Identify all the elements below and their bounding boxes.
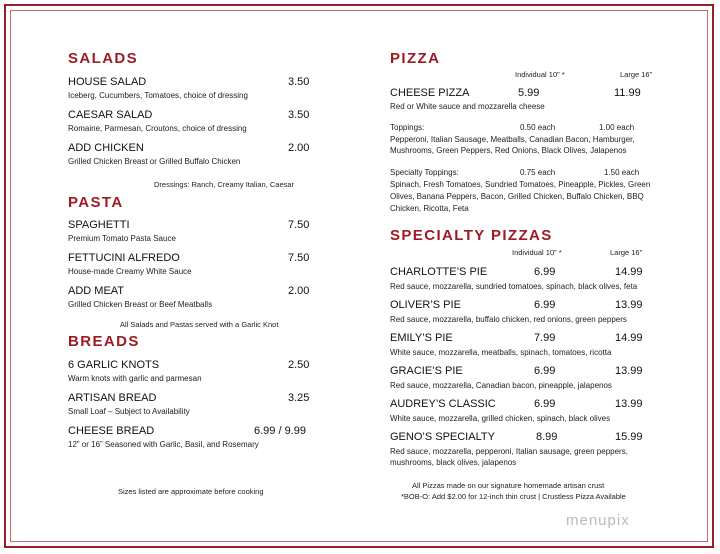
- garlic-knot-note: All Salads and Pastas served with a Garlic Knot: [120, 320, 279, 329]
- specialty-pizza-price-large: 15.99: [615, 431, 643, 443]
- toppings-label: Toppings:: [390, 123, 425, 132]
- pasta-item-desc: House-made Creamy White Sauce: [68, 267, 192, 276]
- pasta-heading: PASTA: [68, 194, 124, 211]
- specialty-pizza-desc: Red sauce, mozzarella, pepperoni, Italian sausage, green peppers,: [390, 447, 628, 456]
- pasta-item-name: FETTUCINI ALFREDO: [68, 252, 180, 264]
- specialty-pizza-name: CHARLOTTE’S PIE: [390, 266, 488, 278]
- bread-item-name: 6 GARLIC KNOTS: [68, 359, 160, 371]
- crust-note: All Pizzas made on our signature homemade artisan crust: [412, 481, 605, 490]
- specialty-size-individual: Individual 10” *: [512, 248, 562, 257]
- pasta-item-price: 2.00: [288, 285, 310, 297]
- specialty-toppings-price-individual: 0.75 each: [520, 168, 556, 177]
- toppings-price-large: 1.00 each: [599, 123, 635, 132]
- specialty-pizza-price-large: 13.99: [615, 299, 643, 311]
- specialty-pizza-price-individual: 7.99: [534, 332, 556, 344]
- salad-item-name: HOUSE SALAD: [68, 76, 147, 88]
- pasta-item-price: 7.50: [288, 219, 310, 231]
- breads-heading: BREADS: [68, 333, 140, 350]
- cheese-pizza-name: CHEESE PIZZA: [390, 87, 470, 99]
- specialty-pizza-desc: Red sauce, mozzarella, buffalo chicken, red onions, green peppers: [390, 315, 627, 324]
- specialty-pizza-price-large: 13.99: [615, 365, 643, 377]
- salad-item-price: 2.00: [288, 142, 310, 154]
- bread-item-price: 2.50: [288, 359, 310, 371]
- specialty-pizza-price-large: 13.99: [615, 398, 643, 410]
- specialty-size-large: Large 16”: [610, 248, 643, 257]
- bob-o-note: *BOB-O: Add $2.00 for 12-inch thin crust | Crustless Pizza Available: [401, 492, 626, 501]
- specialty-pizza-name: GENO’S SPECIALTY: [390, 431, 495, 443]
- pizza-heading: PIZZA: [390, 50, 441, 67]
- cheese-pizza-desc: Red or White sauce and mozzarella cheese: [390, 102, 545, 111]
- specialty-pizza-price-individual: 6.99: [534, 266, 556, 278]
- menupix-watermark: menupix: [566, 512, 630, 529]
- specialty-pizzas-heading: SPECIALTY PIZZAS: [390, 227, 553, 244]
- bread-item-desc: Warm knots with garlic and parmesan: [68, 374, 202, 383]
- salad-item-price: 3.50: [288, 76, 310, 88]
- salad-item-name: ADD CHICKEN: [68, 142, 144, 154]
- toppings-price-individual: 0.50 each: [520, 123, 556, 132]
- specialty-toppings-list-line: Chicken, Ricotta, Feta: [390, 204, 469, 213]
- pasta-item-price: 7.50: [288, 252, 310, 264]
- specialty-pizza-name: EMILY’S PIE: [390, 332, 453, 344]
- pasta-item-desc: Premium Tomato Pasta Sauce: [68, 234, 176, 243]
- specialty-pizza-price-individual: 6.99: [534, 398, 556, 410]
- specialty-toppings-price-large: 1.50 each: [604, 168, 640, 177]
- salad-item-desc: Grilled Chicken Breast or Grilled Buffalo Chicken: [68, 157, 241, 166]
- specialty-pizza-price-individual: 6.99: [534, 299, 556, 311]
- specialty-pizza-desc: Red sauce, mozzarella, sundried tomatoes, spinach, black olives, feta: [390, 282, 638, 291]
- cheese-pizza-price-individual: 5.99: [518, 87, 540, 99]
- specialty-pizza-desc: White sauce, mozzarella, grilled chicken, spinach, black olives: [390, 414, 611, 423]
- pizza-size-large: Large 16”: [620, 70, 653, 79]
- salad-item-price: 3.50: [288, 109, 310, 121]
- salad-item-desc: Iceberg, Cucumbers, Tomatoes, choice of dressing: [68, 91, 248, 100]
- specialty-pizza-desc: Red sauce, mozzarella, Canadian bacon, pineapple, jalapenos: [390, 381, 612, 390]
- pasta-item-name: SPAGHETTI: [68, 219, 130, 231]
- specialty-pizza-price-individual: 8.99: [536, 431, 558, 443]
- specialty-pizza-price-individual: 6.99: [534, 365, 556, 377]
- sizes-note: Sizes listed are approximate before cooking: [118, 487, 264, 496]
- pasta-item-desc: Grilled Chicken Breast or Beef Meatballs: [68, 300, 213, 309]
- pizza-size-individual: Individual 10” *: [515, 70, 565, 79]
- specialty-toppings-label: Specialty Toppings:: [390, 168, 459, 177]
- salad-item-desc: Romaine, Parmesan, Croutons, choice of dressing: [68, 124, 247, 133]
- bread-item-desc: 12” or 16” Seasoned with Garlic, Basil, and Rosemary: [68, 440, 259, 449]
- specialty-pizza-name: GRACIE’S PIE: [390, 365, 463, 377]
- salad-item-name: CAESAR SALAD: [68, 109, 153, 121]
- bread-item-name: CHEESE BREAD: [68, 425, 155, 437]
- specialty-pizza-name: AUDREY’S CLASSIC: [390, 398, 496, 410]
- toppings-list-line: Pepperoni, Italian Sausage, Meatballs, Canadian Bacon, Hamburger,: [390, 135, 635, 144]
- specialty-toppings-list-line: Spinach, Fresh Tomatoes, Sundried Tomatoes, Pineapple, Pickles, Green: [390, 180, 651, 189]
- specialty-pizza-name: OLIVER’S PIE: [390, 299, 461, 311]
- specialty-pizza-desc: White sauce, mozzarella, meatballs, spinach, tomatoes, ricotta: [390, 348, 612, 357]
- specialty-toppings-list-line: Olives, Banana Peppers, Bacon, Grilled Chicken, Buffalo Chicken, BBQ: [390, 192, 644, 201]
- toppings-list-line: Mushrooms, Green Peppers, Red Onions, Black Olives, Jalapenos: [390, 146, 627, 155]
- bread-item-desc: Small Loaf – Subject to Availability: [68, 407, 190, 416]
- specialty-pizza-price-large: 14.99: [615, 332, 643, 344]
- salads-heading: SALADS: [68, 50, 139, 67]
- specialty-pizza-price-large: 14.99: [615, 266, 643, 278]
- menu-inner-border: [10, 10, 708, 542]
- bread-item-name: ARTISAN BREAD: [68, 392, 157, 404]
- specialty-pizza-desc: mushrooms, black olives, jalapenos: [390, 458, 517, 467]
- dressings-note: Dressings: Ranch, Creamy Italian, Caesar: [154, 180, 295, 189]
- cheese-pizza-price-large: 11.99: [614, 87, 641, 99]
- pasta-item-name: ADD MEAT: [68, 285, 125, 297]
- bread-item-price: 6.99 / 9.99: [254, 425, 306, 437]
- bread-item-price: 3.25: [288, 392, 310, 404]
